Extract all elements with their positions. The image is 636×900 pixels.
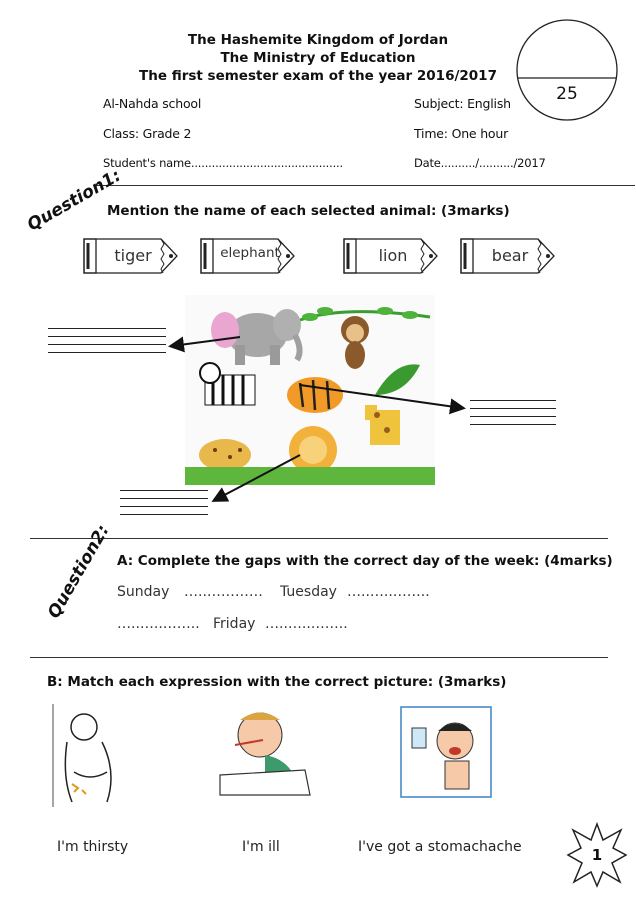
header-ministry: The Ministry of Education (220, 50, 416, 66)
stomachache-picture (52, 702, 137, 807)
question1-label: Question1: (24, 165, 125, 236)
gap-2: …..…..…….. (347, 584, 430, 600)
school-name: Al-Nahda school (103, 96, 202, 111)
gap-4: …..…..…….. (265, 616, 348, 632)
expression-stomachache: I've got a stomachache (358, 839, 522, 855)
word-lion: lion (378, 246, 408, 265)
class: Class: Grade 2 (103, 126, 192, 141)
header-kingdom: The Hashemite Kingdom of Jordan (187, 32, 449, 48)
subject: Subject: English (414, 96, 511, 111)
expression-thirsty: I'm thirsty (57, 839, 129, 855)
header-exam-title: The first semester exam of the year 2016/2017 (139, 68, 497, 84)
time: Time: One hour (414, 126, 509, 141)
q1-divider (30, 538, 608, 539)
word-bear: bear (491, 246, 529, 265)
gap-3: …..…..…….. (117, 616, 200, 632)
student-name-field: Student's name............................................ (103, 156, 343, 170)
expression-ill: I'm ill (242, 839, 280, 855)
ill-picture (215, 700, 315, 800)
day-tuesday: Tuesday (280, 584, 337, 600)
word-elephant: elephant (220, 245, 280, 261)
score-total: 25 (556, 84, 578, 104)
date-field: Date........../........../2017 (414, 156, 546, 170)
thirsty-picture (400, 706, 492, 798)
gap-1: …..………… (184, 584, 263, 600)
question2-part-b-title: B: Match each expression with the correct picture: (3marks) (47, 674, 507, 690)
word-tiger: tiger (114, 246, 152, 265)
question2-part-a-title: A: Complete the gaps with the correct day of the week: (4marks) (117, 553, 613, 569)
question1-title: Mention the name of each selected animal: (3marks) (107, 203, 510, 219)
question2-label: Question2: (44, 521, 114, 622)
day-sunday: Sunday (117, 584, 170, 600)
day-friday: Friday (213, 616, 256, 632)
page-number: 1 (591, 846, 603, 864)
page-number-star (566, 822, 628, 888)
q2a-divider (30, 657, 608, 658)
